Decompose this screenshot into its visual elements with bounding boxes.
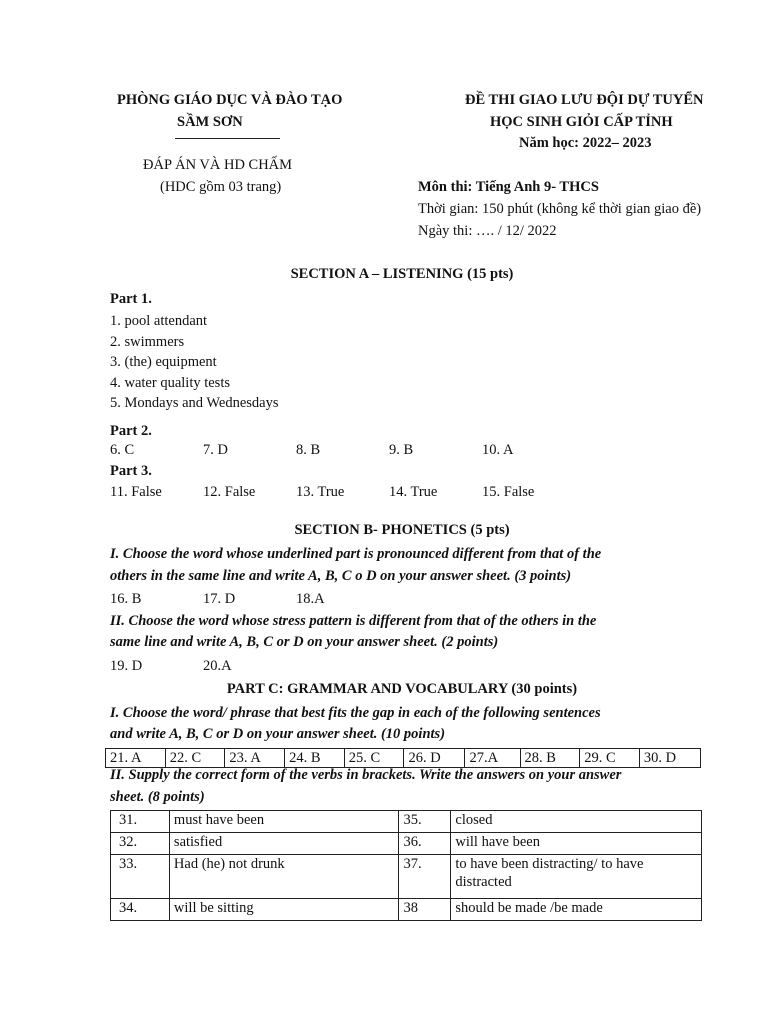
answer-key-title: ĐÁP ÁN VÀ HD CHẤM	[143, 157, 293, 173]
phonetics-answer: 20.A	[203, 658, 232, 674]
question-number: 37.	[399, 855, 451, 899]
mcq-answer-cell: 21. A	[106, 749, 166, 768]
part2-answer: 9. B	[389, 442, 414, 458]
part3-label: Part 3.	[110, 463, 152, 479]
answer-cell: closed	[451, 811, 702, 833]
answer-cell: to have been distracting/ to have distracted	[451, 855, 702, 899]
question-number: 38	[399, 899, 451, 921]
phonetics-answer: 17. D	[203, 591, 236, 607]
question-number: 35.	[399, 811, 451, 833]
exam-title: ĐỀ THI GIAO LƯU ĐỘI DỰ TUYỂN	[465, 92, 704, 108]
department-name: PHÒNG GIÁO DỤC VÀ ĐÀO TẠO	[117, 92, 343, 108]
part2-answer: 10. A	[482, 442, 514, 458]
table-row	[106, 749, 701, 768]
phonetics-q1-instruction: I. Choose the word whose underlined part is pronounced different from that of the	[110, 546, 602, 562]
table-row	[111, 811, 702, 833]
part1-label: Part 1.	[110, 291, 152, 307]
mcq-answer-cell: 30. D	[639, 749, 700, 768]
question-number: 31.	[111, 811, 170, 833]
exam-subject: Môn thi: Tiếng Anh 9- THCS	[418, 179, 599, 195]
exam-time: Thời gian: 150 phút (không kể thời gian giao đề)	[418, 201, 702, 217]
part1-item: 3. (the) equipment	[110, 354, 217, 370]
part2-label: Part 2.	[110, 423, 152, 439]
phonetics-answer: 16. B	[110, 591, 142, 607]
table-row	[111, 855, 702, 899]
mcq-answer-table	[105, 748, 701, 768]
phonetics-q1-instruction-cont: others in the same line and write A, B, C o D on your answer sheet. (3 points)	[110, 568, 572, 584]
mcq-answer-cell: 25. C	[344, 749, 404, 768]
answer-cell: must have been	[169, 811, 399, 833]
part1-item: 5. Mondays and Wednesdays	[110, 395, 279, 411]
part1-item: 4. water quality tests	[110, 375, 231, 391]
phonetics-answer: 18.A	[296, 591, 325, 607]
header-left-rule	[175, 138, 280, 139]
grammar-q1-instruction: I. Choose the word/ phrase that best fits the gap in each of the following sentences	[110, 705, 601, 721]
section-a-title: SECTION A – LISTENING (15 pts)	[290, 266, 514, 282]
question-number: 33.	[111, 855, 170, 899]
part2-answer: 8. B	[296, 442, 321, 458]
mcq-answer-cell: 24. B	[285, 749, 345, 768]
school-year: Năm học: 2022– 2023	[519, 135, 652, 151]
answer-cell: satisfied	[169, 833, 399, 855]
district-name: SẦM SƠN	[177, 114, 243, 130]
mcq-answer-cell: 22. C	[165, 749, 225, 768]
part3-answer: 15. False	[482, 484, 535, 500]
verb-form-table	[110, 810, 702, 921]
phonetics-q2-instruction: II. Choose the word whose stress pattern is different from that of the others in the	[110, 613, 597, 629]
section-b-title: SECTION B- PHONETICS (5 pts)	[294, 522, 510, 538]
grammar-q2-instruction-cont: sheet. (8 points)	[110, 789, 205, 805]
exam-subtitle: HỌC SINH GIỎI CẤP TỈNH	[490, 114, 673, 130]
table-row	[111, 899, 702, 921]
part1-item: 1. pool attendant	[110, 313, 208, 329]
mcq-answer-cell: 23. A	[225, 749, 285, 768]
part2-answer: 6. C	[110, 442, 135, 458]
table-row	[111, 833, 702, 855]
phonetics-q2-instruction-cont: same line and write A, B, C or D on your answer sheet. (2 points)	[110, 634, 499, 650]
mcq-answer-cell: 27.A	[465, 749, 520, 768]
phonetics-answer: 19. D	[110, 658, 143, 674]
answer-cell: will be sitting	[169, 899, 399, 921]
answer-cell: should be made /be made	[451, 899, 702, 921]
answer-cell: will have been	[451, 833, 702, 855]
part-c-title: PART C: GRAMMAR AND VOCABULARY (30 points)	[226, 681, 578, 697]
grammar-q1-instruction-cont: and write A, B, C or D on your answer sheet. (10 points)	[110, 726, 446, 742]
part3-answer: 11. False	[110, 484, 162, 500]
question-number: 34.	[111, 899, 170, 921]
part2-answer: 7. D	[203, 442, 228, 458]
part3-answer: 12. False	[203, 484, 256, 500]
answer-cell: Had (he) not drunk	[169, 855, 399, 899]
answer-key-note: (HDC gồm 03 trang)	[160, 179, 282, 195]
question-number: 32.	[111, 833, 170, 855]
question-number: 36.	[399, 833, 451, 855]
exam-date: Ngày thi: …. / 12/ 2022	[418, 223, 557, 239]
grammar-q2-instruction: II. Supply the correct form of the verbs in brackets. Write the answers on your answer	[110, 767, 622, 783]
mcq-answer-cell: 29. C	[580, 749, 640, 768]
part1-item: 2. swimmers	[110, 334, 185, 350]
mcq-answer-cell: 26. D	[404, 749, 465, 768]
part3-answer: 14. True	[389, 484, 438, 500]
part3-answer: 13. True	[296, 484, 345, 500]
mcq-answer-cell: 28. B	[520, 749, 580, 768]
